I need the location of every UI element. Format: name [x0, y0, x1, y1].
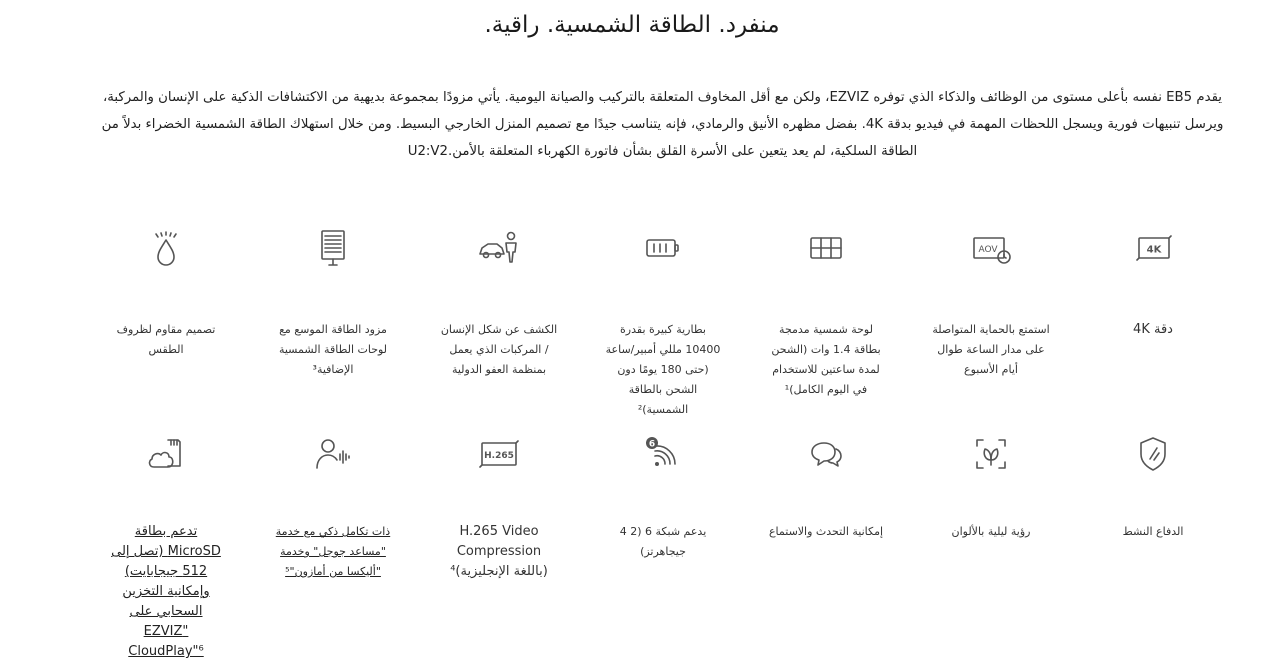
battery-icon: [641, 226, 685, 270]
feature-label: الكشف عن شكل الإنسان / المركبات الذي يعمل بمنظمة العفو الدولية: [440, 323, 558, 376]
feature-solar-panel: [761, 226, 891, 400]
feature-label: مزود الطاقة الموسع مع لوحات الطاقة الشمسية الإضافية³: [278, 323, 388, 376]
4k-icon: [1131, 226, 1175, 270]
voice-assistant-icon: [311, 432, 355, 476]
page-title: منفرد. الطاقة الشمسية. راقية.: [484, 12, 780, 38]
feature-label: إمكانية التحدث والاستماع: [768, 525, 884, 538]
feature-label: يدعم شبكة 6 (2 4 جيجاهرتز): [619, 525, 707, 558]
feature-label: بطارية كبيرة بقدرة 10400 مللي أمبير/ساعة (حتى 180 يومًا دون الشحن بالطاقة الشمسية)²: [605, 323, 721, 416]
microsd-cloud-link[interactable]: تدعم بطاقة MicroSD (تصل إلى 512 جيجابايت) وإمكانية التخزين السحابي على "EZVIZ CloudPlay"⁶: [111, 524, 221, 659]
feature-extended-solar-power: [268, 226, 398, 380]
voice-assistant-link[interactable]: ذات تكامل ذكي مع خدمة "مساعد جوجل" وخدمة "أليكسا من أمازون"⁵: [275, 525, 391, 578]
feature-label: الدفاع النشط: [1122, 525, 1184, 538]
feature-weatherproof: [101, 226, 231, 360]
feature-two-way-talk: [761, 432, 891, 542]
solar-panel-icon: [804, 226, 848, 270]
feature-24-7-protection: [926, 226, 1056, 380]
feature-wifi6: [598, 432, 728, 562]
feature-battery: [598, 226, 728, 420]
human-vehicle-icon: [477, 226, 521, 270]
feature-color-night-vision: [926, 432, 1056, 542]
feature-label: رؤية ليلية بالألوان: [951, 525, 1031, 538]
weatherproof-drop-icon: [144, 226, 188, 270]
feature-label: لوحة شمسية مدمجة بطاقة 1.4 وات (الشحن لمدة ساعتين للاستخدام في اليوم الكامل)¹: [771, 323, 881, 396]
feature-voice-assistant: [268, 432, 398, 582]
color-night-vision-icon: [969, 432, 1013, 476]
microsd-cloud-icon: [144, 432, 188, 476]
feature-label: استمتع بالحماية المتواصلة على مدار الساعة طوال أيام الأسبوع: [932, 323, 1050, 376]
aov-clock-icon: [969, 226, 1013, 270]
svg-text:H.265: H.265: [484, 451, 514, 461]
wifi6-icon: [641, 432, 685, 476]
h265-icon: [477, 432, 521, 476]
feature-label: تصميم مقاوم لظروف الطقس: [116, 323, 216, 356]
svg-text:4K: 4K: [1146, 244, 1162, 256]
extended-solar-panel-icon: [311, 226, 355, 270]
feature-h265: [434, 432, 564, 582]
svg-text:6: 6: [648, 439, 656, 450]
two-way-talk-icon: [804, 432, 848, 476]
feature-label: دقة 4K: [1133, 322, 1173, 337]
shield-icon: [1131, 432, 1175, 476]
feature-active-defense: [1088, 432, 1218, 542]
feature-label: H.265 Video Compression (باللغة الإنجليزية)⁴: [450, 524, 548, 579]
svg-text:AOV: AOV: [978, 245, 998, 255]
intro-paragraph: يقدم EB5 نفسه بأعلى مستوى من الوظائف والذكاء الذي توفره EZVIZ، ولكن مع أقل المخاوف المتعلقة بالتركيب والصيانة اليومية. يأتي مزودًا بمجموعة بديهية من الاكتشافات الذكية على الإنسان والمركبة، ويرسل تنبيهات فورية ويسجل اللحظات المهمة في فيديو بدقة 4K. بفضل مظهره الأنيق والرمادي، فإنه يتناسب جيدًا مع تصميم المنزل الخارجي البسيط. ومن خلال استهلاك الطاقة الشمسية الخضراء بدلاً من الطاقة السلكية، لم يعد يتعين على الأسرة القلق بشأن فاتورة الكهرباء المتعلقة بالأمن.U2:V2: [101, 90, 1224, 159]
feature-human-vehicle-detection: [434, 226, 564, 380]
feature-4k: [1088, 226, 1218, 340]
